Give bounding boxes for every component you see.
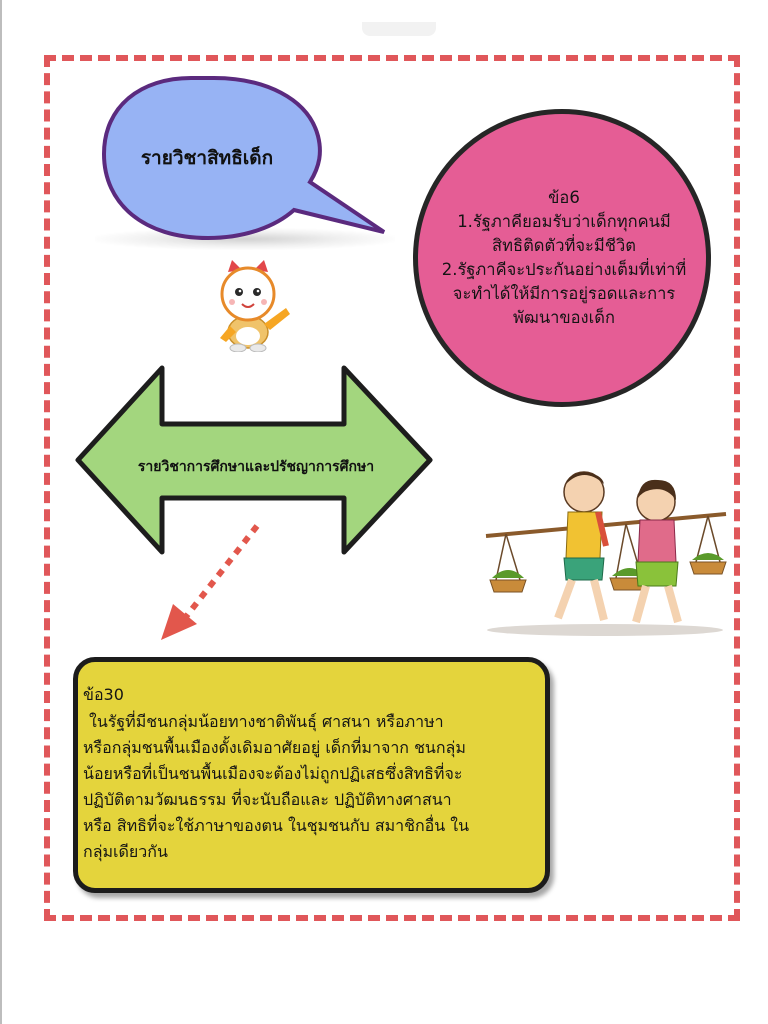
children-carrying-baskets-icon bbox=[480, 462, 730, 642]
article-30-line-3: น้อยหรือที่เป็นชนพื้นเมืองจะต้องไม่ถูกปฏิเสธซึ่งสิทธิที่จะ bbox=[83, 764, 463, 783]
article-6-line-2: สิทธิติดตัวที่จะมีชีวิต bbox=[492, 236, 636, 255]
article-6-text bbox=[419, 186, 709, 330]
bubble-title: รายวิชาสิทธิเด็ก bbox=[140, 147, 274, 169]
article-30-line-4: ปฏิบัติตามวัฒนธรรม ที่จะนับถือและ ปฏิบัติทางศาสนา bbox=[83, 790, 452, 809]
article-30-line-5: หรือ สิทธิที่จะใช้ภาษาของตน ในชุมชนกับ สมาชิกอื่น ใน bbox=[83, 816, 470, 835]
article-6-line-5: พัฒนาของเด็ก bbox=[513, 308, 615, 327]
article-30-text bbox=[83, 709, 538, 865]
article-30-line-1: ในรัฐที่มีชนกลุ่มน้อยทางชาติพันธุ์ ศาสนา หรือภาษา bbox=[89, 712, 444, 731]
article-6-line-4: จะทำได้ให้มีการอยู่รอดและการ bbox=[452, 284, 676, 303]
mascot-icon bbox=[212, 258, 296, 352]
window-left-edge bbox=[0, 0, 2, 1024]
dotted-arrow-icon bbox=[155, 520, 265, 650]
article-6-heading: ข้อ6 bbox=[548, 188, 580, 207]
arrow-label: รายวิชาการศึกษาและปรัชญาการศึกษา bbox=[137, 459, 375, 475]
article-6-line-3: 2.รัฐภาคีจะประกันอย่างเต็มที่เท่าที่ bbox=[441, 260, 687, 279]
article-6-line-1: 1.รัฐภาคียอมรับว่าเด็กทุกคนมี bbox=[457, 212, 671, 231]
article-30-line-2: หรือกลุ่มชนพื้นเมืองดั้งเดิมอาศัยอยู่ เด็กที่มาจาก ชนกลุ่ม bbox=[83, 738, 466, 757]
article-30-line-6: กลุ่มเดียวกัน bbox=[83, 842, 168, 861]
article-30-heading: ข้อ30 bbox=[83, 685, 124, 704]
top-handle bbox=[362, 22, 436, 36]
